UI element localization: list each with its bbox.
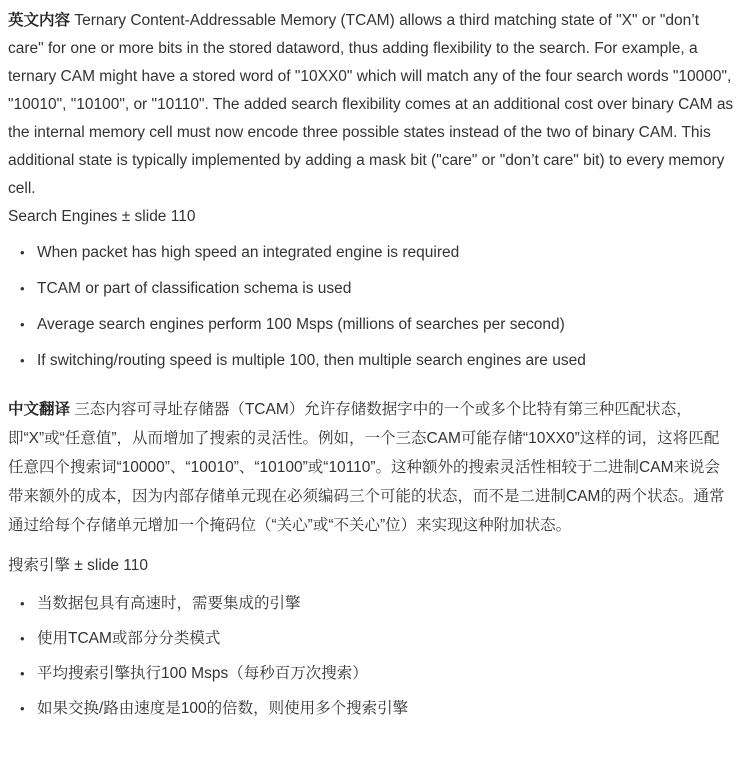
chinese-paragraph-text: 三态内容可寻址存储器（TCAM）允许存储数据字中的一个或多个比特有第三种匹配状态，即“X”或“任意值”，从而增加了搜索的灵活性。例如，一个三态CAM可能存储“10XX0”这样的词，这将匹配任意四个搜索词“10000”、“10010”、“10100”或“10110”。这种额外的搜索灵活性相较于二进制CAM来说会带来额外的成本，因为内部存储单元现在必须编码三个可能的状态，而不是二进制CAM的两个状态。通常通过给每个存储单元增加一个掩码位（“关心”或“不关心”位）来实现这种附加状态。 [8, 401, 725, 534]
list-item: • TCAM or part of classification schema is used [37, 275, 734, 303]
english-bullet-list [8, 239, 734, 375]
english-paragraph [8, 7, 734, 203]
chinese-subheading: 搜索引擎 ± slide 110 [8, 557, 149, 574]
list-item: • 平均搜索引擎执行100 Msps（每秒百万次搜索） [37, 660, 734, 688]
list-item: • 当数据包具有高速时，需要集成的引擎 [37, 590, 734, 618]
english-section-label: 英文内容 [8, 12, 71, 29]
english-subheading: Search Engines ± slide 110 [8, 208, 196, 225]
chinese-bullet-list [8, 590, 734, 723]
chinese-paragraph [8, 395, 734, 540]
list-item: • When packet has high speed an integrated engine is required [37, 239, 734, 267]
list-item: • If switching/routing speed is multiple 100, then multiple search engines are used [37, 347, 734, 375]
section-chinese [8, 395, 734, 723]
english-paragraph-text: Ternary Content-Addressable Memory (TCAM) allows a third matching state of "X" or "don’t care" for one or more bits in the stored dataword, thus adding flexibility to the search. For example, a ternary CAM might have a stored word of "10XX0" which will match any of the four search words "10000", "10010", "10100", or "10110". The added search flexibility comes at an additional cost over binary CAM as the internal memory cell must now encode three possible states instead of the two of binary CAM. This additional state is typically implemented by adding a mask bit ("care" or "don’t care" bit) to every memory cell. [8, 12, 734, 197]
section-english [8, 7, 734, 375]
chinese-section-label: 中文翻译 [8, 401, 71, 418]
list-item: • 使用TCAM或部分分类模式 [37, 625, 734, 653]
list-item: • 如果交换/路由速度是100的倍数，则使用多个搜索引擎 [37, 695, 734, 723]
list-item: • Average search engines perform 100 Msps (millions of searches per second) [37, 311, 734, 339]
